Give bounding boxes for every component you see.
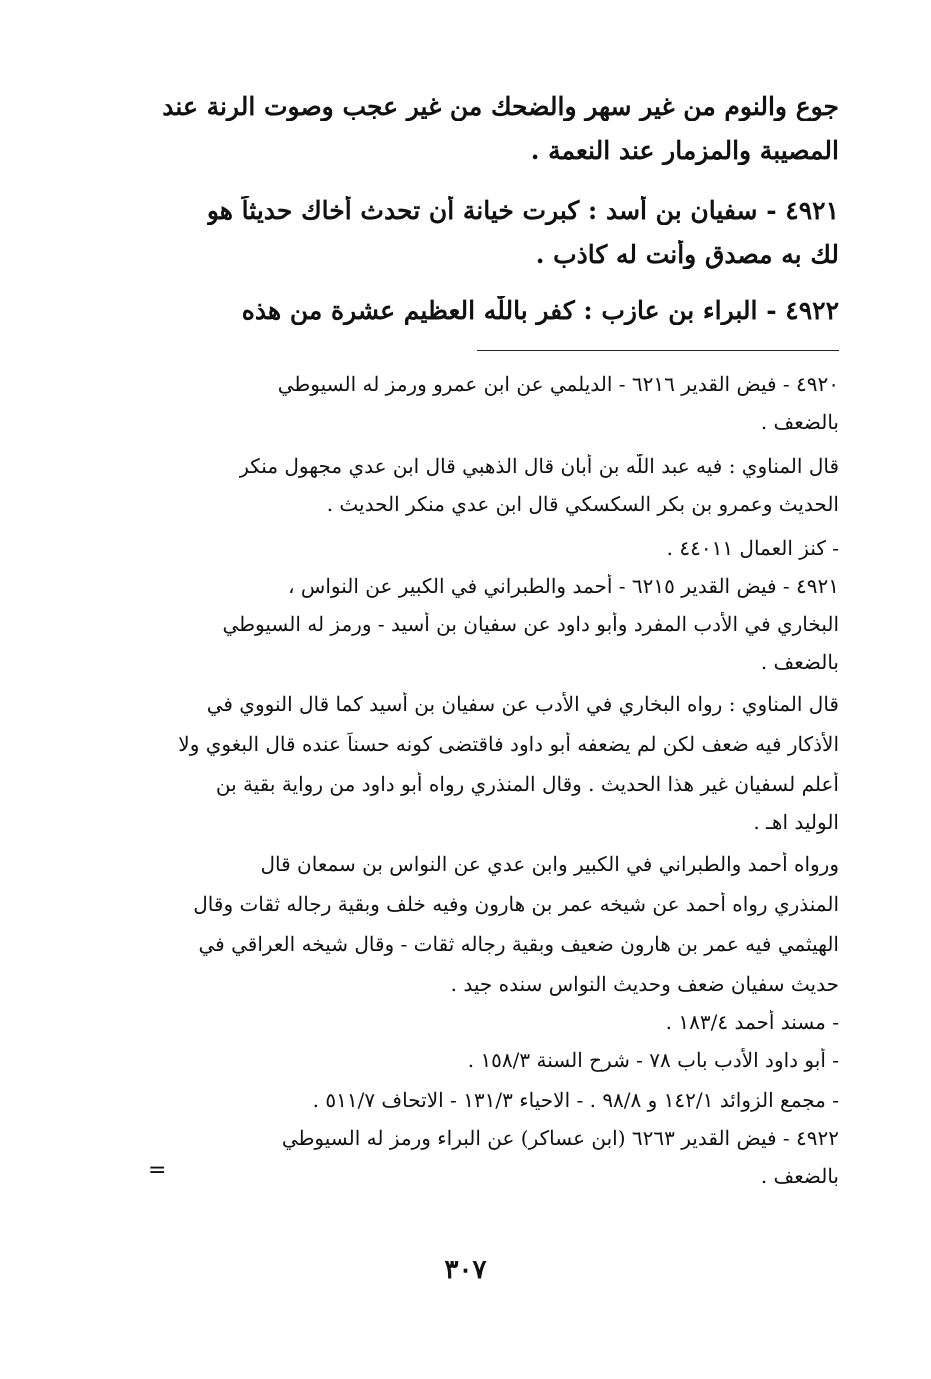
footnote-line-3: قال المناوي : فيه عبد اللّٰه بن أبان قال الذهبي قال ابن عدي مجهول منكر [239,454,839,478]
footnote-line-10: الأذكار فيه ضعف لكن لم يضعفه أبو داود فاقتضى كونه حسناً عنده قال البغوي ولا [178,732,839,756]
hadith-4922-line-1: ٤٩٢٢ - البراء بن عازب : كفر باللّٰه العظيم عشرة من هذه [241,296,839,325]
footnote-line-20: ٤٩٢٢ - فيض القدير ٦٢٦٣ (ابن عساكر) عن البراء ورمز له السيوطي [281,1126,839,1150]
page-number: ٣٠٧ [444,1255,487,1285]
footnote-line-14: المنذري رواه أحمد عن شيخه عمر بن هارون وفيه خلف وبقية رجاله ثقات وقال [193,892,839,916]
footnote-line-16: حديث سفيان ضعف وحديث النواس سنده جيد . [450,972,839,996]
footnote-line-9: قال المناوي : رواه البخاري في الأدب عن سفيان بن أسيد كما قال النووي في [206,692,839,716]
footnote-line-4: الحديث وعمرو بن بكر السكسكي قال ابن عدي منكر الحديث . [326,492,839,516]
footnote-divider [477,350,839,351]
footnote-line-21: بالضعف . [760,1164,839,1188]
footnote-line-17: - مسند أحمد ١٨٣/٤ . [665,1010,839,1034]
hadith-4921-line-2: لك به مصدق وأنت له كاذب . [535,240,839,269]
footnote-line-12: الوليد اهـ . [753,810,839,834]
footnote-line-1: ٤٩٢٠ - فيض القدير ٦٢١٦ - الديلمي عن ابن عمرو ورمز له السيوطي [277,372,839,396]
main-text-line-1: جوع والنوم من غير سهر والضحك من غير عجب وصوت الرنة عند [162,92,839,121]
footnote-line-7: البخاري في الأدب المفرد وأبو داود عن سفيان بن أسيد - ورمز له السيوطي [222,612,839,636]
footnote-line-8: بالضعف . [760,650,839,674]
footnote-line-5: - كنز العمال ٤٤٠١١ . [666,536,839,560]
footnote-line-6: ٤٩٢١ - فيض القدير ٦٢١٥ - أحمد والطبراني في الكبير عن النواس ، [288,574,839,598]
footnote-line-19: - مجمع الزوائد ١٤٢/١ و ٩٨/٨ . - الاحياء ١٣١/٣ - الاتحاف ٥١١/٧ . [312,1088,839,1112]
footnote-line-18: - أبو داود الأدب باب ٧٨ - شرح السنة ١٥٨/٣ . [467,1048,839,1072]
footnote-line-15: الهيثمي فيه عمر بن هارون ضعيف وبقية رجاله ثقات - وقال شيخه العراقي في [198,932,839,956]
footnote-line-2: بالضعف . [760,410,839,434]
footnote-line-13: ورواه أحمد والطبراني في الكبير وابن عدي عن النواس بن سمعان قال [260,852,839,876]
footnote-line-11: أعلم لسفيان غير هذا الحديث . وقال المنذري رواه أبو داود من رواية بقية بن [215,772,839,796]
continuation-mark: = [148,1158,167,1183]
hadith-4921-line-1: ٤٩٢١ - سفيان بن أسد : كبرت خيانة أن تحدث أخاك حديثاً هو [206,196,839,225]
main-text-line-2: المصيبة والمزمار عند النعمة . [530,136,839,165]
